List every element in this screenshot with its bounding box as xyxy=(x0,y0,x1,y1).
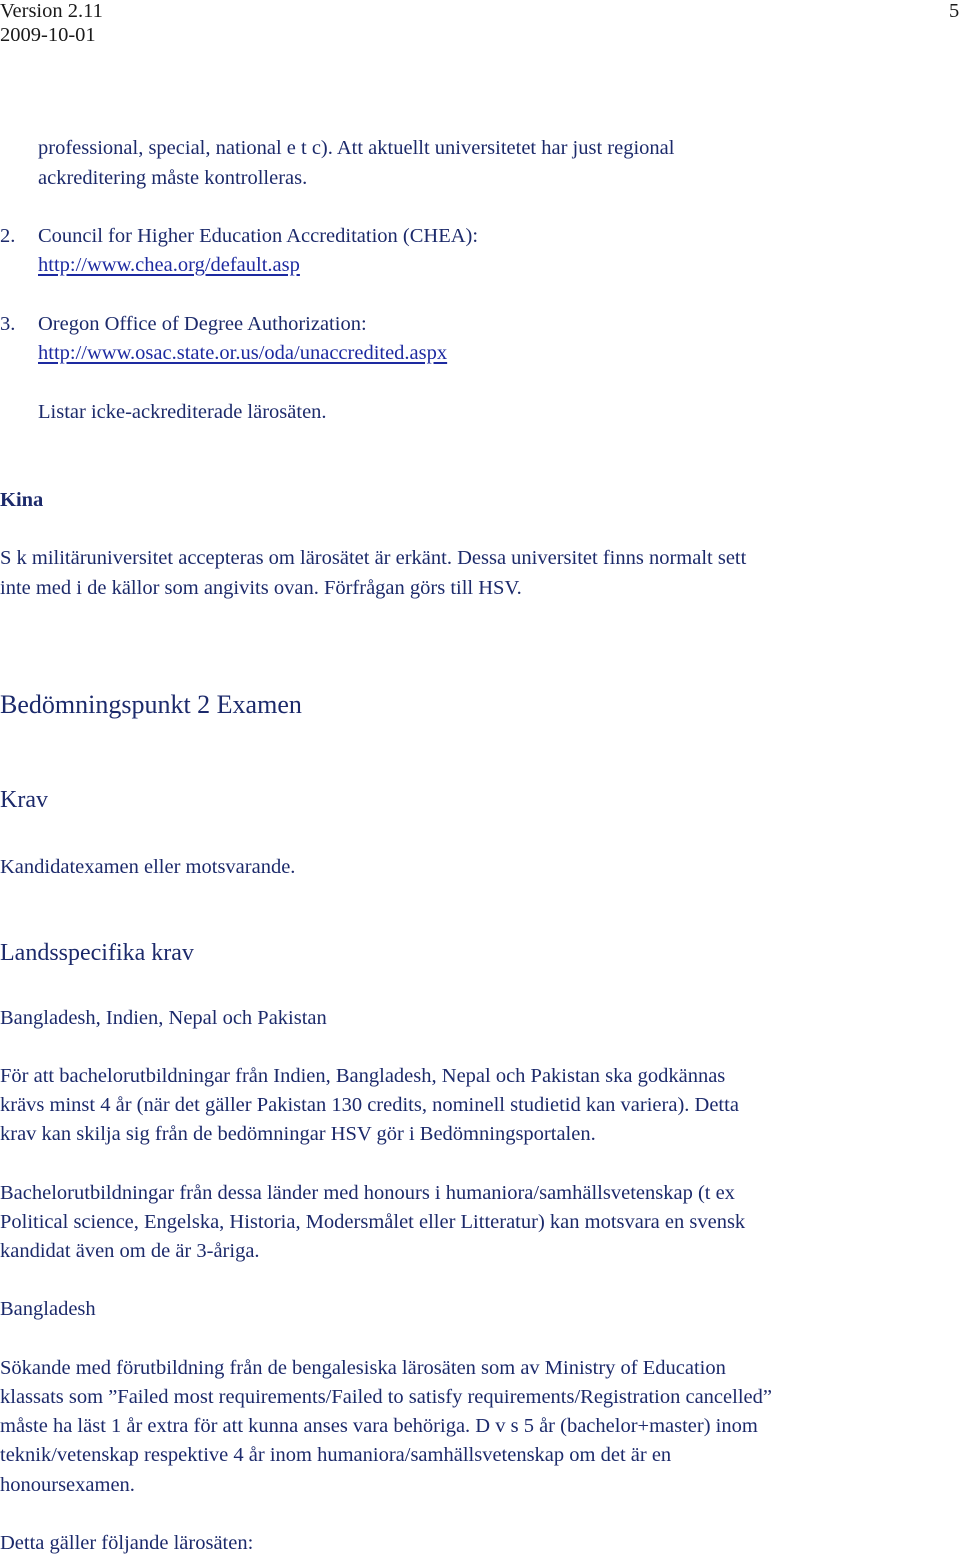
para3-line: Sökande med förutbildning från de bengalesiska lärosäten som av Ministry of Education xyxy=(0,1357,726,1379)
list-item-note: Listar icke-ackrediterade lärosäten. xyxy=(38,401,327,423)
para3-line: teknik/vetenskap respektive 4 år inom humaniora/samhällsvetenskap om det är en xyxy=(0,1444,672,1466)
kina-line-1: S k militäruniversitet accepteras om lärosätet är erkänt. Dessa universitet finns normalt sett xyxy=(0,547,747,569)
footer-line: Detta gäller följande lärosäten: xyxy=(0,1532,254,1554)
list-item-text: Council for Higher Education Accreditation (CHEA): xyxy=(38,225,479,247)
krav-text: Kandidatexamen eller motsvarande. xyxy=(0,856,296,878)
intro-line-2: ackreditering måste kontrolleras. xyxy=(38,167,308,189)
krav-heading: Krav xyxy=(0,787,48,813)
landsspecifika-heading: Landsspecifika krav xyxy=(0,940,194,966)
page-number: 5 xyxy=(949,0,960,22)
para2-line: Political science, Engelska, Historia, Modersmålet eller Litteratur) kan motsvara en svensk xyxy=(0,1211,746,1233)
para3-line: klassats som ”Failed most requirements/Failed to satisfy requirements/Registration cancelled” xyxy=(0,1386,772,1408)
para1-line: krav kan skilja sig från de bedömningar HSV gör i Bedömningsportalen. xyxy=(0,1123,596,1145)
version-label: Version 2.11 xyxy=(0,0,103,22)
date-label: 2009-10-01 xyxy=(0,24,96,46)
bangladesh-heading: Bangladesh xyxy=(0,1298,96,1320)
list-item-number: 3. xyxy=(0,313,16,335)
para3-line: måste ha läst 1 år extra för att kunna anses vara behöriga. D v s 5 år (bachelor+master) inom xyxy=(0,1415,758,1437)
para3-line: honoursexamen. xyxy=(0,1474,135,1496)
intro-line-1: professional, special, national e t c). Att aktuellt universitetet har just regional xyxy=(38,137,675,159)
para1-line: krävs minst 4 år (när det gäller Pakistan 130 credits, nominell studietid kan variera). Detta xyxy=(0,1094,739,1116)
para2-line: kandidat även om de är 3-åriga. xyxy=(0,1240,260,1262)
countries-heading: Bangladesh, Indien, Nepal och Pakistan xyxy=(0,1007,327,1029)
kina-heading: Kina xyxy=(0,489,44,511)
para1-line: För att bachelorutbildningar från Indien, Bangladesh, Nepal och Pakistan ska godkännas xyxy=(0,1065,726,1087)
osac-link[interactable]: http://www.osac.state.or.us/oda/unaccredited.aspx xyxy=(38,342,448,364)
list-item-number: 2. xyxy=(0,225,16,247)
list-item-text: Oregon Office of Degree Authorization: xyxy=(38,313,367,335)
para2-line: Bachelorutbildningar från dessa länder med honours i humaniora/samhällsvetenskap (t ex xyxy=(0,1182,735,1204)
chea-link[interactable]: http://www.chea.org/default.asp xyxy=(38,254,300,276)
kina-line-2: inte med i de källor som angivits ovan. Förfrågan görs till HSV. xyxy=(0,577,522,599)
section-title: Bedömningspunkt 2 Examen xyxy=(0,690,302,719)
